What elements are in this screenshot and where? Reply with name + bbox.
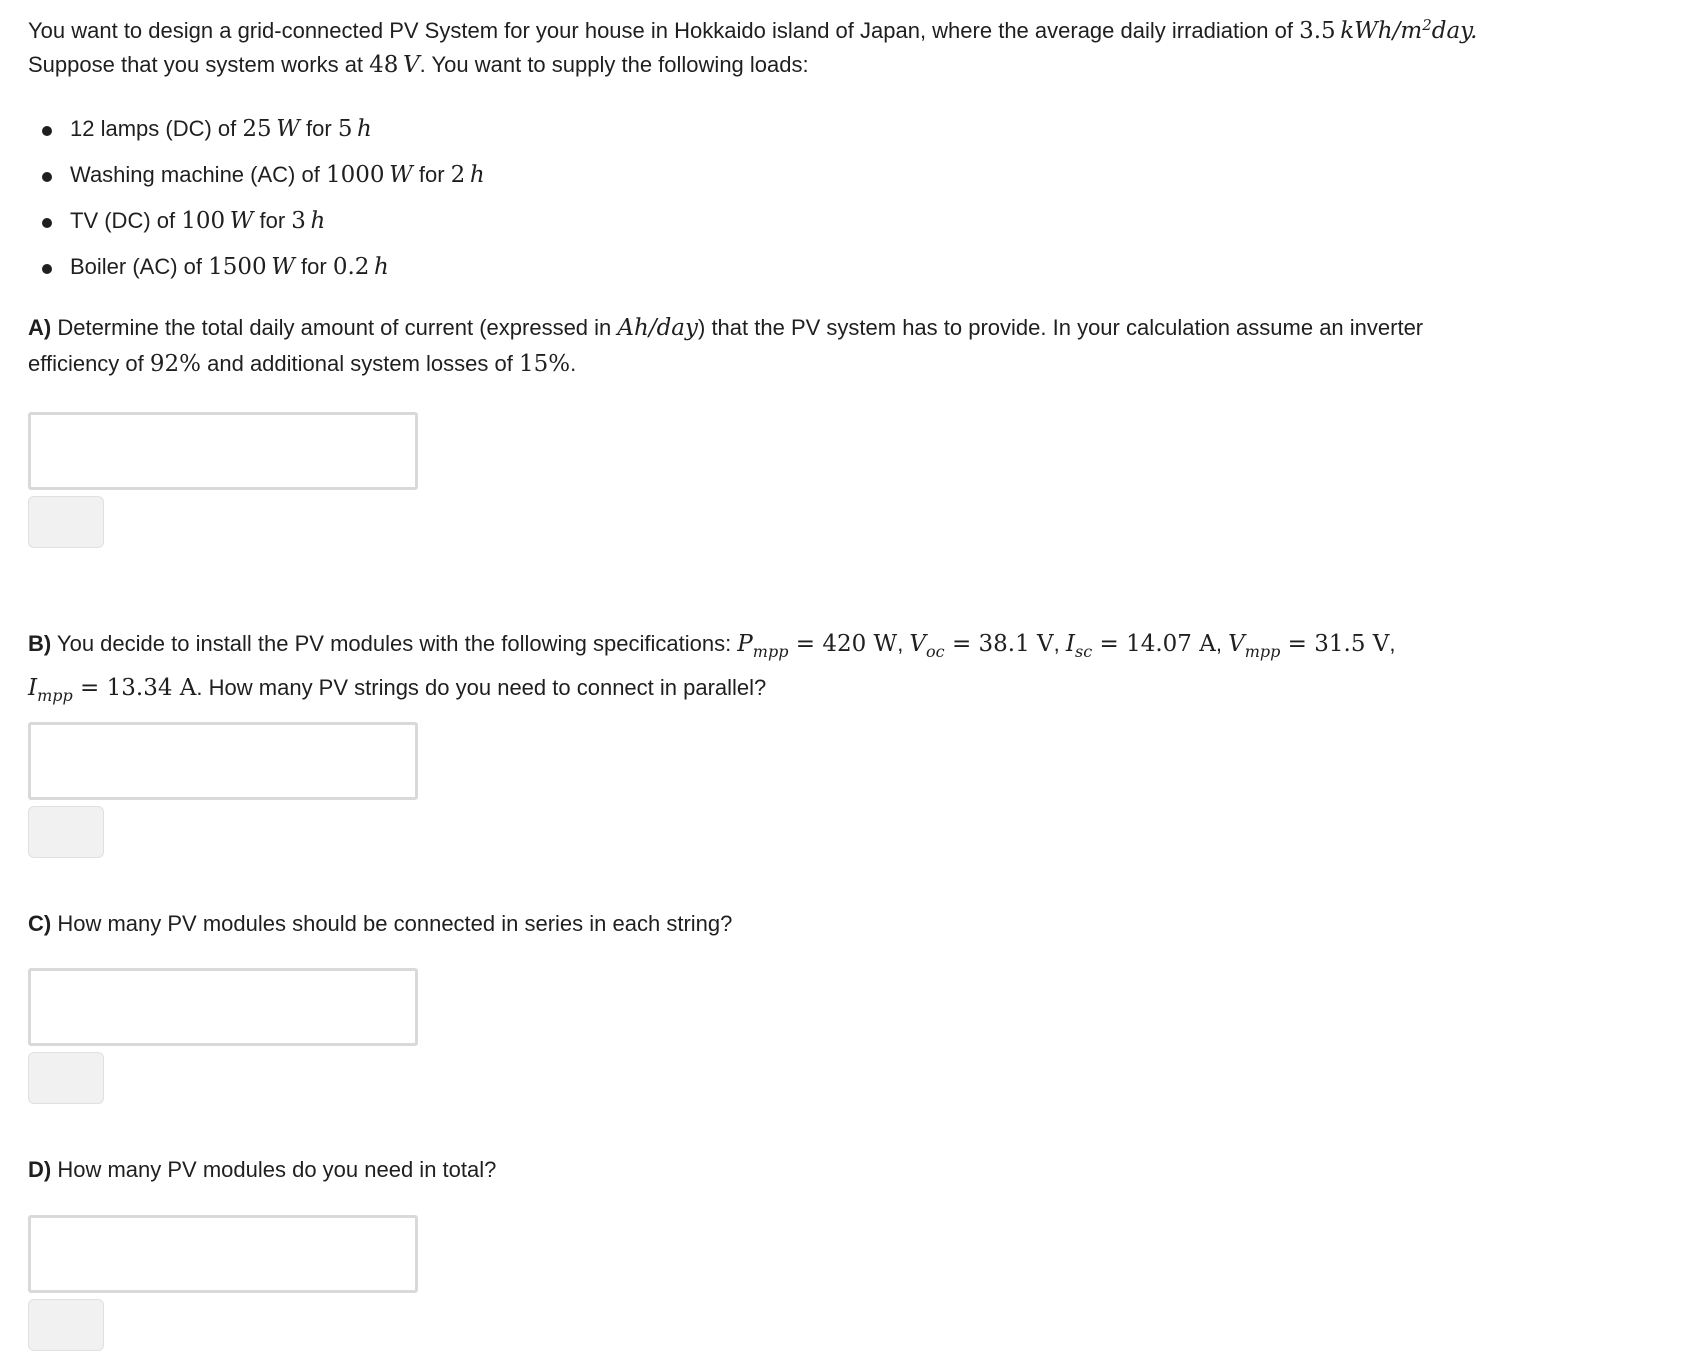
load-for-text: for [299, 116, 338, 141]
irradiation-value: 3.5 [1299, 18, 1336, 44]
answer-b-input[interactable] [28, 722, 418, 800]
spec-separator: , [1053, 631, 1066, 656]
voc-subscript: oc [926, 642, 945, 661]
load-name: Washing machine (AC) of [70, 162, 326, 187]
question-b-text-2: . How many PV strings do you need to connect in parallel? [196, 675, 767, 700]
question-a-text-4: and additional system losses of [201, 351, 519, 376]
question-c [28, 906, 1628, 942]
load-power-value: 100 [181, 208, 226, 234]
load-hours-value: 5 [337, 116, 353, 142]
isc-subscript: sc [1075, 642, 1093, 661]
question-d-label: D) [28, 1157, 52, 1182]
answer-a-input[interactable] [28, 412, 418, 490]
load-hours-value: 0.2 [332, 254, 370, 280]
load-power-value: 1000 [325, 162, 385, 188]
load-hours [291, 208, 325, 234]
load-hours [451, 162, 485, 188]
spec-separator: , [1389, 631, 1396, 656]
question-b [28, 626, 1628, 714]
question-a-label: A) [28, 315, 52, 340]
load-hours [338, 116, 372, 142]
intro-text-voltage: Suppose that you system works at [28, 52, 370, 77]
inverter-efficiency: 92% [149, 351, 202, 377]
question-c-text: How many PV modules should be connected in series in each string? [51, 911, 733, 936]
question-a-unit: Ah/day [617, 315, 698, 341]
isc-spec [1065, 631, 1216, 661]
answer-d-input[interactable] [28, 1215, 418, 1293]
load-hours-unit: h [357, 116, 372, 142]
load-hours-value: 2 [450, 162, 466, 188]
loads-list [28, 106, 1654, 290]
pmpp-spec [737, 631, 898, 661]
question-c-label: C) [28, 911, 52, 936]
load-power [242, 116, 300, 142]
answer-a-group [28, 412, 418, 548]
vmpp-subscript: mpp [1244, 642, 1281, 661]
voc-symbol: V [909, 631, 927, 657]
list-item [40, 106, 1654, 152]
spec-separator: , [897, 631, 910, 656]
impp-spec [28, 675, 197, 705]
intro-line-1 [28, 14, 1638, 48]
answer-c-submit-button[interactable] [28, 1052, 104, 1104]
load-name: Boiler (AC) of [70, 254, 209, 279]
load-power-unit: W [229, 208, 254, 234]
load-hours-unit: h [374, 254, 389, 280]
problem-intro [28, 14, 1638, 82]
question-b-text: You decide to install the PV modules with the following specifications: [51, 631, 738, 656]
question-a-text-5: . [570, 351, 577, 376]
system-losses: 15% [518, 351, 571, 377]
list-item [40, 198, 1654, 244]
load-power [326, 162, 413, 188]
question-d [28, 1152, 1628, 1188]
load-name: TV (DC) of [70, 208, 182, 233]
vmpp-value: = 31.5 V [1280, 631, 1390, 657]
vmpp-spec [1228, 631, 1390, 661]
voltage-value: 48 [369, 52, 399, 78]
question-b-label: B) [28, 631, 52, 656]
irradiation-unit: kWh/m [1340, 18, 1423, 44]
irradiation-unit-tail: day. [1431, 18, 1478, 44]
load-hours [333, 254, 389, 280]
list-item [40, 152, 1654, 198]
load-power-unit: W [276, 116, 300, 142]
answer-b-submit-button[interactable] [28, 806, 104, 858]
intro-text: You want to design a grid-connected PV System for your house in Hokkaido island of Japan, where the average daily irradiation of [28, 18, 1300, 43]
load-for-text: for [253, 208, 292, 233]
impp-subscript: mpp [37, 686, 73, 705]
answer-c-input[interactable] [28, 968, 418, 1046]
load-for-text: for [412, 162, 451, 187]
intro-line-2 [28, 48, 1638, 82]
load-name: 12 lamps (DC) of [70, 116, 243, 141]
pmpp-value: = 420 W [788, 631, 898, 657]
impp-symbol: I [28, 675, 38, 701]
isc-symbol: I [1065, 631, 1075, 657]
answer-c-group [28, 968, 418, 1104]
question-d-text: How many PV modules do you need in total? [51, 1157, 497, 1182]
question-a-text-3: efficiency of [28, 351, 150, 376]
voc-spec [909, 631, 1054, 661]
pmpp-symbol: P [737, 631, 753, 657]
load-power-value: 25 [242, 116, 272, 142]
isc-value: = 14.07 A [1092, 631, 1216, 657]
vmpp-symbol: V [1228, 631, 1245, 657]
irradiation-exponent: 2 [1422, 16, 1432, 34]
answer-d-group [28, 1215, 418, 1351]
impp-value: = 13.34 A [72, 675, 197, 701]
system-voltage [369, 52, 420, 78]
load-power [208, 254, 295, 280]
spec-separator: , [1215, 631, 1229, 656]
irradiation-formula [1299, 18, 1477, 44]
question-a [28, 310, 1628, 382]
load-power-unit: W [271, 254, 295, 280]
load-power [181, 208, 253, 234]
answer-d-submit-button[interactable] [28, 1299, 104, 1351]
load-power-unit: W [389, 162, 413, 188]
pmpp-subscript: mpp [752, 642, 789, 661]
voc-value: = 38.1 V [944, 631, 1054, 657]
load-power-value: 1500 [208, 254, 267, 280]
answer-b-group [28, 722, 418, 858]
answer-a-submit-button[interactable] [28, 496, 104, 548]
question-a-text-2: ) that the PV system has to provide. In your calculation assume an inverter [698, 315, 1424, 340]
list-item [40, 244, 1654, 290]
load-for-text: for [294, 254, 333, 279]
intro-text-loads: . You want to supply the following loads: [419, 52, 809, 77]
question-a-text: Determine the total daily amount of current (expressed in [51, 315, 618, 340]
load-hours-value: 3 [291, 208, 306, 234]
voltage-unit: V [403, 52, 420, 78]
load-hours-unit: h [310, 208, 326, 234]
load-hours-unit: h [469, 162, 485, 188]
